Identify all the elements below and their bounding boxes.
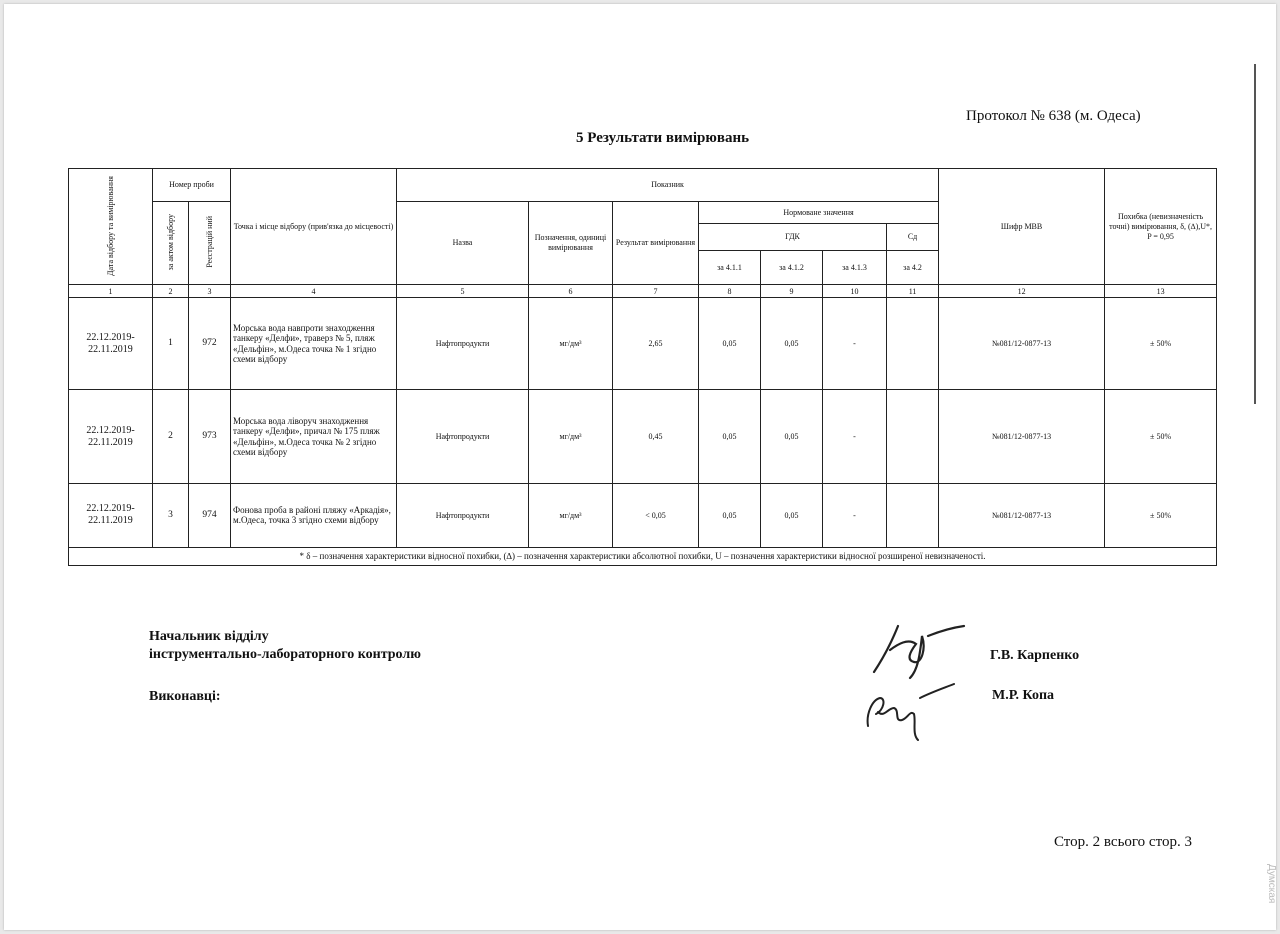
column-number: 13: [1105, 285, 1217, 298]
head-position-line2: інструментально-лабораторного контролю: [149, 646, 421, 662]
row-reg: 974: [189, 484, 231, 547]
row-norm-3: -: [823, 390, 887, 484]
results-table: [68, 168, 1217, 566]
row-norm-1: 0,05: [699, 298, 761, 390]
row-norm-1: 0,05: [699, 390, 761, 484]
table-row: [69, 298, 1217, 390]
row-result: 2,65: [613, 298, 699, 390]
scan-edge-line: [1254, 64, 1256, 404]
executors-label: Виконавці:: [149, 689, 221, 704]
protocol-number: Протокол № 638 (м. Одеса): [966, 108, 1141, 124]
header-error: Похибка (невизначеність точні) вимірювання, δ, (∆),U*, P = 0,95: [1105, 169, 1217, 285]
column-number: 7: [613, 285, 699, 298]
column-number: 9: [761, 285, 823, 298]
row-mvv: №081/12-0877-13: [939, 390, 1105, 484]
column-number: 8: [699, 285, 761, 298]
row-act: 2: [153, 390, 189, 484]
row-reg: 973: [189, 390, 231, 484]
column-number: 6: [529, 285, 613, 298]
row-date: 22.12.2019-22.11.2019: [69, 390, 153, 484]
row-norm-3: -: [823, 298, 887, 390]
row-name: Нафтопродукти: [397, 484, 529, 547]
header-unit: Позначення, одиниці вимірювання: [529, 201, 613, 285]
header-sub-4-1-3: за 4.1.3: [823, 250, 887, 285]
column-numbers-row: [69, 285, 1217, 298]
header-cd: Cд: [887, 224, 939, 251]
head-position: [149, 628, 421, 663]
column-number: 5: [397, 285, 529, 298]
column-number: 3: [189, 285, 231, 298]
row-result: < 0,05: [613, 484, 699, 547]
row-norm-4: [887, 484, 939, 547]
row-error: ± 50%: [1105, 484, 1217, 547]
row-norm-2: 0,05: [761, 484, 823, 547]
row-reg: 972: [189, 298, 231, 390]
table-footnote: * δ – позначення характеристики відносної похибки, (∆) – позначення характеристики абсолютної похибки, U – позначення характеристики відносної розширеної невизначеності.: [69, 547, 1217, 565]
column-number: 4: [231, 285, 397, 298]
executor-name: М.Р. Копа: [992, 688, 1055, 703]
row-unit: мг/дм³: [529, 484, 613, 547]
row-place: Морська вода ліворуч знаходження танкеру «Делфи», причал № 175 пляж «Дельфін», м.Одеса точка № 2 згідно схеми відбору: [231, 390, 397, 484]
executor-signature: [854, 674, 964, 744]
head-position-line1: Начальник відділу: [149, 629, 269, 644]
header-gdk: ГДК: [699, 224, 887, 251]
row-mvv: №081/12-0877-13: [939, 298, 1105, 390]
column-number: 2: [153, 285, 189, 298]
row-unit: мг/дм³: [529, 298, 613, 390]
header-sub-4-2: за 4.2: [887, 250, 939, 285]
row-name: Нафтопродукти: [397, 390, 529, 484]
header-indicators: Показник: [397, 169, 939, 202]
row-act: 1: [153, 298, 189, 390]
row-norm-3: -: [823, 484, 887, 547]
column-number: 12: [939, 285, 1105, 298]
row-error: ± 50%: [1105, 298, 1217, 390]
row-mvv: №081/12-0877-13: [939, 484, 1105, 547]
header-date: Дата відбору та вимірювання: [69, 169, 153, 285]
row-norm-4: [887, 298, 939, 390]
row-norm-2: 0,05: [761, 298, 823, 390]
table-row: [69, 484, 1217, 547]
row-date: 22.12.2019-22.11.2019: [69, 484, 153, 547]
row-result: 0,45: [613, 390, 699, 484]
header-sample-act: за актом відбору: [153, 201, 189, 285]
row-norm-2: 0,05: [761, 390, 823, 484]
header-result: Результат вимірювання: [613, 201, 699, 285]
head-name: Г.В. Карпенко: [990, 648, 1080, 663]
row-date: 22.12.2019-22.11.2019: [69, 298, 153, 390]
row-place: Морська вода навпроти знаходження танкеру «Делфи», траверз № 5, пляж «Дельфін», м.Одеса точка № 1 згідно схеми відбору: [231, 298, 397, 390]
row-place: Фонова проба в районі пляжу «Аркадія», м.Одеса, точка 3 згідно схеми відбору: [231, 484, 397, 547]
header-mvv: Шифр МВВ: [939, 169, 1105, 285]
header-name: Назва: [397, 201, 529, 285]
table-row: [69, 390, 1217, 484]
row-unit: мг/дм³: [529, 390, 613, 484]
header-sub-4-1-1: за 4.1.1: [699, 250, 761, 285]
row-act: 3: [153, 484, 189, 547]
header-sample-number: Номер проби: [153, 169, 231, 202]
header-place: Точка і місце відбору (прив'язка до місцевості): [231, 169, 397, 285]
column-number: 11: [887, 285, 939, 298]
header-sub-4-1-2: за 4.1.2: [761, 250, 823, 285]
header-sample-reg: Реєстрацій ний: [189, 201, 231, 285]
row-error: ± 50%: [1105, 390, 1217, 484]
document-page: [4, 4, 1276, 930]
page-number: Стор. 2 всього стор. 3: [1054, 834, 1192, 850]
section-title: 5 Результати вимірювань: [576, 130, 750, 146]
row-norm-4: [887, 390, 939, 484]
column-number: 1: [69, 285, 153, 298]
watermark: Думская: [1266, 864, 1277, 904]
row-norm-1: 0,05: [699, 484, 761, 547]
row-name: Нафтопродукти: [397, 298, 529, 390]
header-norm: Нормоване значення: [699, 201, 939, 223]
column-number: 10: [823, 285, 887, 298]
